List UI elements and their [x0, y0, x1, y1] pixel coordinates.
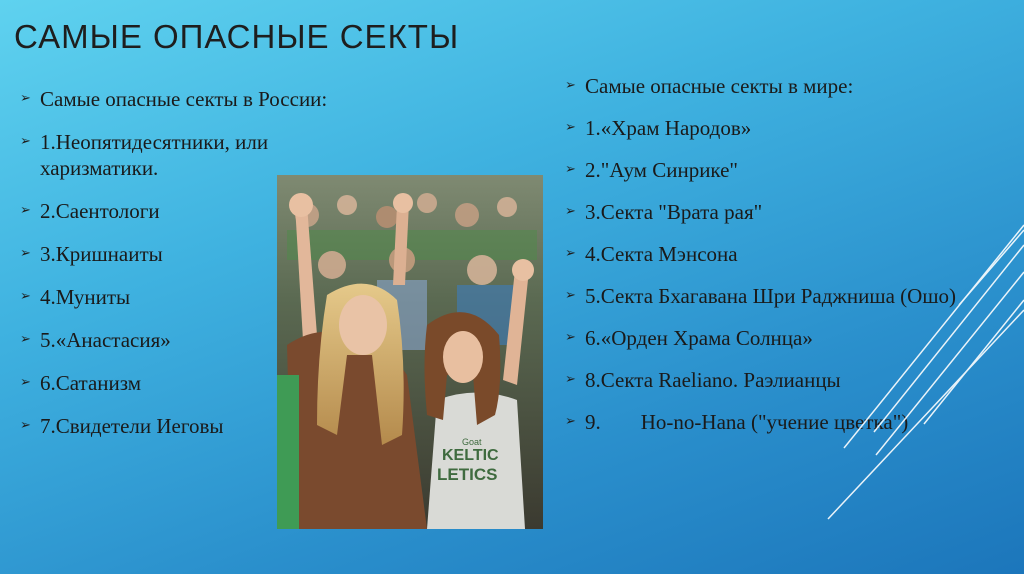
- list-item: [563, 241, 983, 267]
- shirt-text: Goat: [462, 437, 482, 447]
- list-item: [563, 115, 983, 141]
- right-list: [563, 73, 983, 451]
- arrow-bullet-icon: ➢: [20, 134, 31, 149]
- arrow-bullet-icon: ➢: [565, 330, 576, 345]
- arrow-bullet-icon: ➢: [20, 332, 31, 347]
- list-item: [563, 199, 983, 225]
- slide-title: САМЫЕ ОПАСНЫЕ СЕКТЫ: [14, 18, 460, 55]
- arrow-bullet-icon: ➢: [565, 120, 576, 135]
- list-item: [563, 73, 983, 99]
- crowd-photo: [277, 175, 543, 529]
- list-item-text: 3.Кришнаиты: [40, 242, 163, 266]
- list-item-text: Самые опасные секты в России:: [40, 87, 328, 111]
- list-item-text: 7.Свидетели Иеговы: [40, 414, 224, 438]
- arrow-bullet-icon: ➢: [20, 203, 31, 218]
- list-item-text: 5.«Анастасия»: [40, 328, 171, 352]
- list-item-number: 9.: [585, 410, 601, 434]
- list-item-text: 2."Аум Синрике": [585, 158, 738, 182]
- arrow-bullet-icon: ➢: [20, 289, 31, 304]
- arrow-bullet-icon: ➢: [565, 78, 576, 93]
- list-item: [563, 325, 983, 351]
- crowd-photo-illustration: [277, 175, 543, 529]
- arrow-bullet-icon: ➢: [565, 414, 576, 429]
- shirt-text: KELTIC: [442, 447, 499, 464]
- list-item: [563, 367, 983, 393]
- arrow-bullet-icon: ➢: [565, 288, 576, 303]
- list-item-text: 3.Секта "Врата рая": [585, 200, 763, 224]
- arrow-bullet-icon: ➢: [20, 91, 31, 106]
- arrow-bullet-icon: ➢: [20, 375, 31, 390]
- list-item-text: 1.Неопятидесятники, или харизматики.: [40, 130, 269, 180]
- list-item-text: 2.Саентологи: [40, 199, 160, 223]
- list-item-text: 4.Муниты: [40, 285, 131, 309]
- list-item: [563, 157, 983, 183]
- list-item-text: 1.«Храм Народов»: [585, 116, 752, 140]
- arrow-bullet-icon: ➢: [565, 204, 576, 219]
- list-item: [563, 409, 983, 435]
- list-item: [18, 129, 348, 181]
- arrow-bullet-icon: ➢: [565, 246, 576, 261]
- list-item: [18, 86, 348, 112]
- list-item-text: 6.«Орден Храма Солнца»: [585, 326, 813, 350]
- shirt-text: LETICS: [437, 465, 498, 484]
- list-item-text: 5.Секта Бхагавана Шри Раджниша (Ошо): [585, 284, 956, 308]
- list-item-text: Самые опасные секты в мире:: [585, 74, 854, 98]
- list-item-text: 6.Сатанизм: [40, 371, 142, 395]
- list-item-text: 4.Секта Мэнсона: [585, 242, 738, 266]
- list-item: [563, 283, 983, 309]
- list-item-text: Ho-no-Hana ("учение цветка"): [640, 410, 909, 434]
- arrow-bullet-icon: ➢: [20, 246, 31, 261]
- arrow-bullet-icon: ➢: [20, 418, 31, 433]
- arrow-bullet-icon: ➢: [565, 372, 576, 387]
- list-item-text: 8.Секта Raeliano. Раэлианцы: [585, 368, 841, 392]
- arrow-bullet-icon: ➢: [565, 162, 576, 177]
